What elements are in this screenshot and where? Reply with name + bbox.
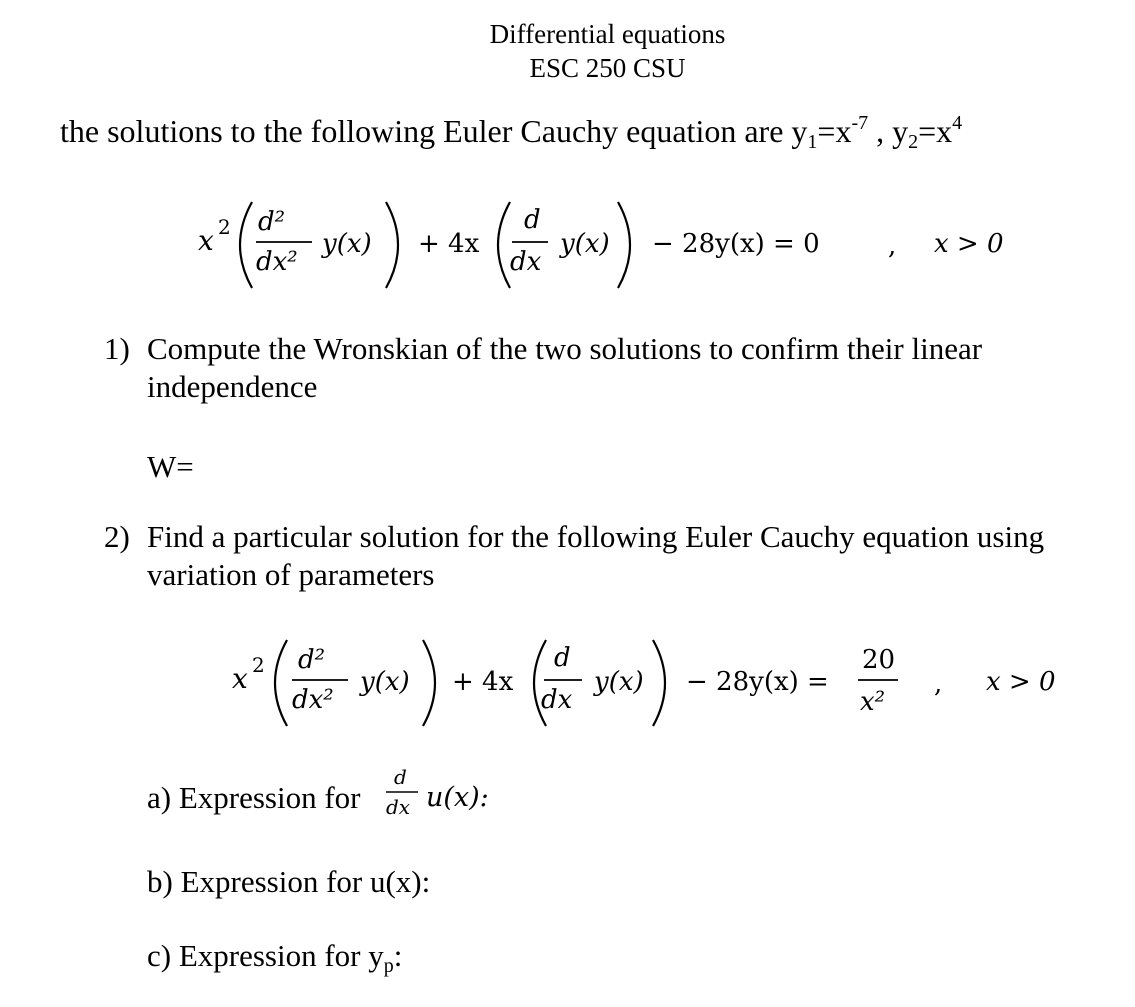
question-2-number: 2): [104, 519, 130, 554]
eq1-x: x: [198, 224, 214, 257]
eq2-rhs-numerator: 20: [862, 645, 896, 675]
eq2-x: x: [232, 662, 248, 695]
wronskian-label: W=: [147, 449, 194, 484]
eq1-yx-2: y(x): [560, 229, 610, 259]
question-1-number: 1): [104, 331, 130, 366]
part-c-colon: :: [393, 938, 403, 973]
eq2-lhs-rest: − 28y(x) =: [686, 667, 829, 697]
question-2-text: Find a particular solution for the following Euler Cauchy equation using variation of parameters: [147, 519, 1045, 592]
y2-eq: =x: [918, 113, 953, 149]
eq2-dx2: dx²: [292, 685, 334, 715]
part-c-text: c) Expression for y: [147, 938, 384, 973]
eq2-paren-close-2: [653, 640, 665, 726]
part-a-ux: u(x):: [426, 782, 489, 813]
eq1-rest: − 28y(x) = 0: [652, 229, 820, 259]
y1-eq: =x: [817, 113, 852, 149]
eq1-x-exponent: 2: [218, 215, 231, 239]
eq2-comma: ,: [934, 669, 943, 699]
eq2-yx-2: y(x): [594, 667, 644, 697]
eq2-condition: x > 0: [986, 667, 1056, 697]
eq1-paren-close-1: [386, 202, 398, 288]
eq2-x-exponent: 2: [252, 653, 265, 677]
eq2-plus4x: + 4x: [452, 667, 514, 697]
eq1-plus4x: + 4x: [418, 229, 480, 259]
part-a-dx: dx: [386, 795, 411, 819]
eq2-yx-1: y(x): [360, 667, 410, 697]
part-a-derivative: [380, 762, 530, 832]
nonhomogeneous-equation: [0, 628, 1135, 738]
course-code: ESC 250 CSU: [529, 53, 686, 83]
part-a-d: d: [394, 765, 407, 789]
eq1-paren-open-1: [240, 202, 252, 288]
y1-exponent: -7: [851, 112, 869, 134]
y2-exponent: 4: [952, 112, 963, 134]
eq1-comma: ,: [888, 231, 897, 261]
document-title: Differential equations: [489, 19, 726, 49]
eq1-paren-open-2: [498, 202, 510, 288]
part-c-subscript: p: [383, 955, 394, 977]
eq2-rhs-denominator: x²: [860, 687, 886, 717]
eq1-dx: dx: [510, 247, 542, 277]
eq2-d2: d²: [298, 645, 326, 675]
intro-line: [60, 112, 962, 154]
eq1-paren-close-2: [618, 202, 630, 288]
eq2-paren-open-1: [275, 640, 287, 726]
separator: , y: [868, 113, 909, 149]
eq1-d2: d²: [258, 207, 286, 237]
eq1-yx-1: y(x): [322, 229, 372, 259]
y2-subscript: 2: [908, 131, 919, 153]
euler-cauchy-equation: [0, 190, 1135, 300]
part-c-label: [147, 938, 402, 978]
eq2-d: d: [554, 643, 571, 673]
question-1-text: Compute the Wronskian of the two solutions to confirm their linear independence: [147, 331, 983, 404]
y1-subscript: 1: [807, 131, 818, 153]
eq2-paren-close-1: [423, 640, 435, 726]
intro-text: the solutions to the following Euler Cauchy equation are y: [60, 113, 808, 149]
eq1-condition: x > 0: [934, 229, 1004, 259]
part-a-label: a) Expression for: [147, 780, 361, 815]
part-b-label: b) Expression for u(x):: [147, 864, 431, 899]
eq1-dx2: dx²: [256, 247, 298, 277]
eq2-dx: dx: [541, 685, 573, 715]
eq1-d: d: [524, 205, 541, 235]
